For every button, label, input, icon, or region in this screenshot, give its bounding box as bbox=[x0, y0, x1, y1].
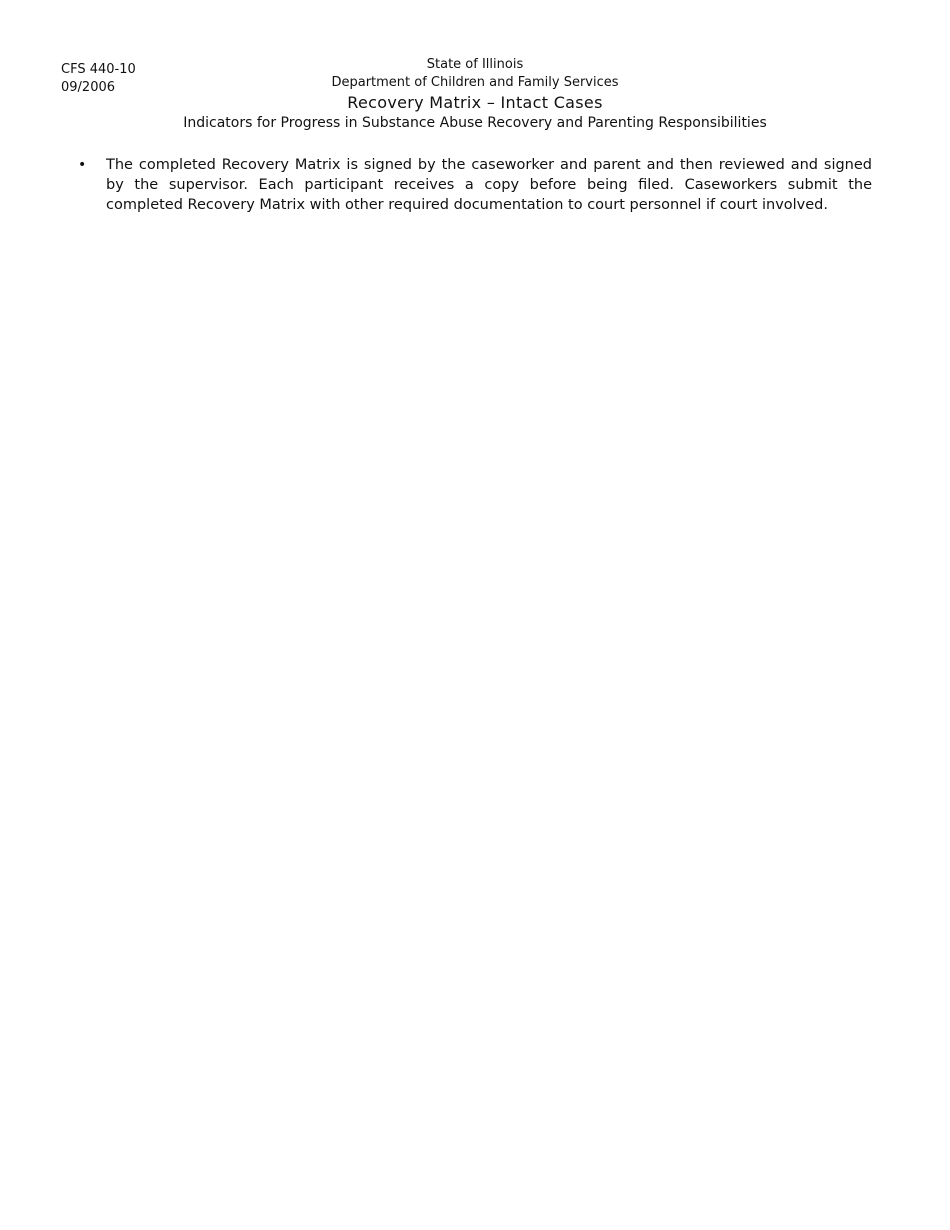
document-subtitle: Indicators for Progress in Substance Abuse Recovery and Parenting Responsibilities bbox=[183, 115, 767, 131]
list-item bbox=[78, 155, 872, 215]
document-header bbox=[0, 56, 950, 133]
bullet-icon: • bbox=[78, 157, 87, 173]
department-name: Department of Children and Family Services bbox=[331, 75, 619, 90]
state-name: State of Illinois bbox=[426, 57, 524, 72]
form-number: CFS 440-10 bbox=[61, 62, 136, 77]
form-revision-date: 09/2006 bbox=[61, 80, 116, 95]
list-item-text: The completed Recovery Matrix is signed by the caseworker and parent and then reviewed and signed by the supervisor. Each participant receives a copy before being filed. Caseworkers submit the completed Recovery Matrix with other required documentation to court personnel if court involved. bbox=[106, 157, 872, 213]
document-title: Recovery Matrix – Intact Cases bbox=[347, 93, 603, 112]
instruction-list bbox=[78, 155, 872, 215]
